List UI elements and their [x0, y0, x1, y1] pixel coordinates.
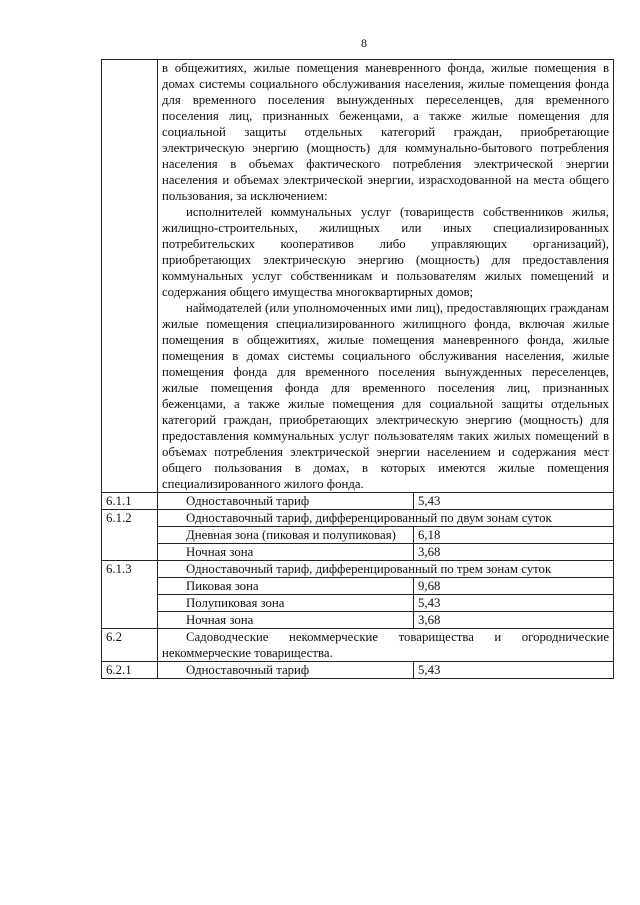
zone-label: Ночная зона	[158, 544, 414, 561]
row-code: 6.2.1	[102, 662, 158, 679]
description-cell	[158, 60, 614, 493]
tariff-heading: Одноставочный тариф, дифференцированный по трем зонам суток	[158, 561, 614, 578]
tariff-table	[101, 59, 614, 679]
row-code: 6.2	[102, 629, 158, 662]
table-row-6-1-2	[102, 510, 614, 527]
zone-label: Дневная зона (пиковая и полупиковая)	[158, 527, 414, 544]
table-row-6-2-1	[102, 662, 614, 679]
zone-value: 9,68	[414, 578, 614, 595]
table-row-6-2	[102, 629, 614, 662]
tariff-heading: Одноставочный тариф, дифференцированный по двум зонам суток	[158, 510, 614, 527]
table-row-continuation	[102, 60, 614, 493]
row-code: 6.1.3	[102, 561, 158, 629]
description-paragraph: в общежитиях, жилые помещения маневренного фонда, жилые помещения в домах системы социального обслуживания населения, жилые помещения фонда для временного поселения вынужденных переселенцев, для временного поселения лиц, признанных беженцами, а также жилые помещения для социальной защиты отдельных категорий граждан, приобретающие электрическую энергию (мощность) для коммунально-бытового потребления населения в объемах фактического потребления электрической энергии населения и объемах электрической энергии, израсходованной на места общего пользования, за исключением:	[162, 61, 610, 203]
zone-row	[102, 544, 614, 561]
zone-label: Полупиковая зона	[158, 595, 414, 612]
zone-row	[102, 578, 614, 595]
zone-value: 5,43	[414, 595, 614, 612]
table-row-6-1-1	[102, 493, 614, 510]
tariff-label: Одноставочный тариф	[158, 493, 414, 510]
zone-row	[102, 595, 614, 612]
row-code: 6.1.2	[102, 510, 158, 561]
description-paragraph: наймодателей (или уполномоченных ими лиц), предоставляющих гражданам жилые помещения специализированного жилищного фонда, включая жилые помещения в общежитиях, жилые помещения маневренного фонда, жилые помещения в домах системы социального обслуживания населения, жилые помещения фонда для временного поселения вынужденных переселенцев, жилые помещения фонда для временного поселения лиц, признанных беженцами, а также жилые помещения для социальной защиты отдельных категорий граждан, приобретающих электрическую энергию (мощность) для предоставления коммунальных услуг пользователям таких жилых помещений в объемах потребления электрической энергии населением и содержания мест общего пользования в домах, в которых имеются жилые помещения специализированного жилого фонда.	[162, 301, 610, 491]
tariff-label: Одноставочный тариф	[158, 662, 414, 679]
page-number: 8	[361, 36, 367, 50]
row-code: 6.1.1	[102, 493, 158, 510]
table-row-6-1-3	[102, 561, 614, 578]
zone-value: 3,68	[414, 544, 614, 561]
code-cell-empty	[102, 60, 158, 493]
description-paragraph: исполнителей коммунальных услуг (товариществ собственников жилья, жилищно-строительных, жилищных или иных специализированных потребительских кооперативов либо управляющих организаций), приобретающих электрическую энергию (мощность) для предоставления коммунальных услуг собственникам и пользователям жилых помещений и содержания общего имущества многоквартирных домов;	[162, 205, 610, 299]
category-label: Садоводческие некоммерческие товарищества и огороднические некоммерческие товарищества.	[158, 629, 614, 662]
zone-label: Ночная зона	[158, 612, 414, 629]
zone-value: 3,68	[414, 612, 614, 629]
zone-row	[102, 612, 614, 629]
zone-row	[102, 527, 614, 544]
zone-value: 6,18	[414, 527, 614, 544]
tariff-value: 5,43	[414, 662, 614, 679]
tariff-value: 5,43	[414, 493, 614, 510]
zone-label: Пиковая зона	[158, 578, 414, 595]
